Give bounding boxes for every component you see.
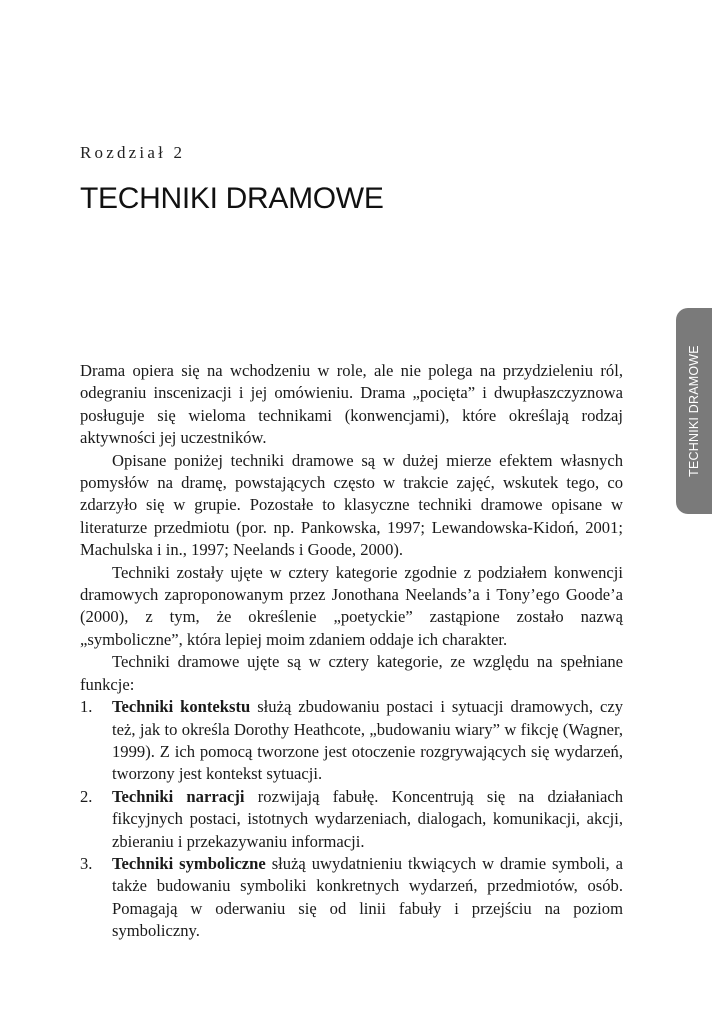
- list-number: 2.: [80, 786, 93, 806]
- list-number: 1.: [80, 697, 93, 717]
- paragraph: Techniki dramowe ujęte są w cztery kategorie, ze względu na spełniane funkcje:: [80, 652, 623, 694]
- list-item: [80, 696, 623, 786]
- list-text: rozwijają fabułę. Koncentrują się na działaniach fikcyjnych postaci, istotnych wydarzeniach, dialogach, komunikacji, akcji, zbieraniu i przekazywaniu informacji.: [112, 786, 624, 851]
- list-item: [80, 786, 623, 853]
- chapter-label: Rozdział 2: [80, 143, 186, 162]
- side-tab: [676, 308, 712, 514]
- list-term: Techniki kontekstu: [112, 697, 251, 717]
- list-text: służą zbudowaniu postaci i sytuacji dramowych, czy też, jak to określa Dorothy Heathcote, „budowaniu wiary” w fikcję (Wagner, 1999). Z ich pomocą tworzone jest otoczenie rozgrywających się wydarzeń, tworzony jest kontekst sytuacji.: [112, 697, 623, 784]
- list-text: służą uwydatnieniu tkwiących w dramie symboli, a także budowaniu symboliki konkretnych wydarzeń, przedmiotów, osób. Pomagają w oderwaniu się od linii fabuły i przejściu na poziom symboliczny.: [112, 853, 623, 941]
- list-term: Techniki narracji: [112, 786, 245, 806]
- paragraph: Techniki zostały ujęte w cztery kategorie zgodnie z podziałem konwencji dramowych zaproponowanym przez Jonothana Neelands’a i Tony’ego Goode’a (2000), z tym, że określenie „poetyckie” zastąpione zostało nazwą „symboliczne”, która lepiej moim zdaniem oddaje ich charakter.: [80, 562, 623, 649]
- chapter-title: TECHNIKI DRAMOWE: [80, 182, 384, 215]
- technique-list: [80, 696, 623, 942]
- list-number: 3.: [80, 853, 93, 873]
- side-tab-label: TECHNIKI DRAMOWE: [687, 345, 701, 477]
- paragraph: Opisane poniżej techniki dramowe są w dużej mierze efektem własnych pomysłów na dramę, powstających często w trakcie zajęć, wskutek tego, co zdarzyło się w grupie. Pozostałe to klasyczne techniki dramowe opisane w literaturze przedmiotu (por. np. Pankowska, 1997; Lewandowska-Kidoń, 2001; Machulska i in., 1997; Neelands i Goode, 2000).: [80, 450, 623, 560]
- list-term: Techniki symboliczne: [112, 853, 266, 873]
- list-item: [80, 853, 623, 943]
- body-text: [80, 360, 623, 943]
- paragraph: Drama opiera się na wchodzeniu w role, ale nie polega na przydzieleniu ról, odegraniu inscenizacji i jej omówieniu. Drama „pocięta” i dwupłaszczyznowa posługuje się wieloma technikami (konwencjami), które określają rodzaj aktywności jej uczestników.: [80, 361, 623, 448]
